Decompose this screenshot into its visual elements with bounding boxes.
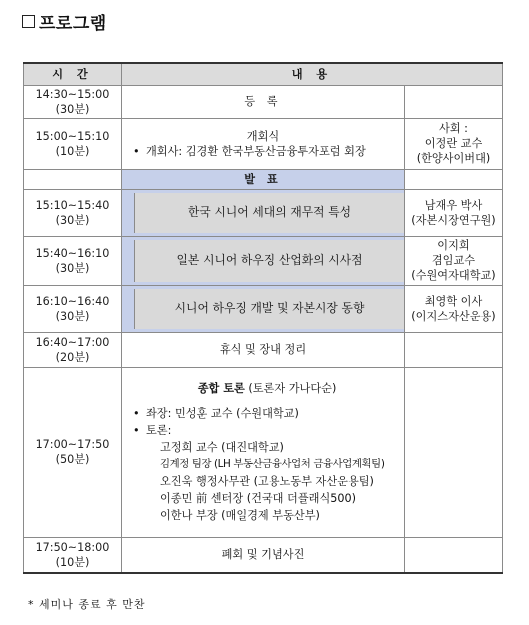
opening-bullet: • 개회사: 김경환 한국부동산금융투자포럼 회장 <box>130 144 404 159</box>
table-row <box>24 537 503 573</box>
panel-label: • 토론: <box>130 422 404 439</box>
content-cell <box>122 367 405 537</box>
table-row <box>24 189 503 236</box>
content-cell <box>122 118 405 169</box>
section-heading <box>22 9 107 34</box>
session-label: 발 표 <box>122 169 405 189</box>
content-cell <box>122 285 405 332</box>
time-cell: 15:40~16:10 (30분) <box>24 236 122 285</box>
speaker-cell <box>405 85 503 118</box>
speaker-cell <box>405 537 503 573</box>
program-table <box>23 62 503 574</box>
time-cell: 15:00~15:10 (10분) <box>24 118 122 169</box>
panel-chair: • 좌장: 민성훈 교수 (수원대학교) <box>130 405 404 422</box>
speaker-cell: 사회 : 이정란 교수 (한양사이버대) <box>405 118 503 169</box>
time-cell: 14:30~15:00 (30분) <box>24 85 122 118</box>
table-row <box>24 118 503 169</box>
talk-title: 한국 시니어 세대의 재무적 특성 <box>134 193 404 233</box>
speaker-cell: 최영학 이사 (이지스자산운용) <box>405 285 503 332</box>
speaker-cell: 이지희 겸임교수 (수원여자대학교) <box>405 236 503 285</box>
content-cell: 휴식 및 장내 정리 <box>122 332 405 367</box>
table-row <box>24 85 503 118</box>
list-item: 김계정 팀장 (LH 부동산금융사업처 금융사업계획팀) <box>160 458 385 470</box>
list-item: 고정희 교수 (대진대학교) <box>160 441 284 454</box>
content-cell: 등 록 <box>122 85 405 118</box>
talk-title: 일본 시니어 하우징 산업화의 시사점 <box>134 240 404 282</box>
time-cell <box>24 169 122 189</box>
checkbox-square-icon <box>22 15 35 28</box>
speaker-cell: 남재우 박사 (자본시장연구원) <box>405 189 503 236</box>
table-row <box>24 285 503 332</box>
content-cell <box>122 236 405 285</box>
section-title: 프로그램 <box>39 14 107 34</box>
talk-title: 시니어 하우징 개발 및 자본시장 동향 <box>134 289 404 329</box>
speaker-cell <box>405 367 503 537</box>
list-item: 오진욱 행정사무관 (고용노동부 자산운용팀) <box>160 475 374 488</box>
panel-title: 종합 토론 (토론자 가나다순) <box>197 382 337 395</box>
table-row <box>24 367 503 537</box>
time-cell: 16:10~16:40 (30분) <box>24 285 122 332</box>
header-content: 내 용 <box>122 63 503 85</box>
list-item: 이한나 부장 (매일경제 부동산부) <box>160 509 320 522</box>
list-item: 이종민 前 센터장 (건국대 더플래식500) <box>160 492 356 505</box>
panelist-list <box>130 439 404 524</box>
table-header-row <box>24 63 503 85</box>
time-cell: 17:50~18:00 (10분) <box>24 537 122 573</box>
time-cell: 15:10~15:40 (30분) <box>24 189 122 236</box>
opening-title: 개회식 <box>246 129 280 143</box>
speaker-cell <box>405 332 503 367</box>
time-cell: 17:00~17:50 (50분) <box>24 367 122 537</box>
speaker-cell <box>405 169 503 189</box>
table-row <box>24 236 503 285</box>
content-cell <box>122 189 405 236</box>
footnote: * 세미나 종료 후 만찬 <box>28 598 146 611</box>
content-cell: 폐회 및 기념사진 <box>122 537 405 573</box>
table-row <box>24 332 503 367</box>
time-cell: 16:40~17:00 (20분) <box>24 332 122 367</box>
header-time: 시 간 <box>24 63 122 85</box>
table-row <box>24 169 503 189</box>
